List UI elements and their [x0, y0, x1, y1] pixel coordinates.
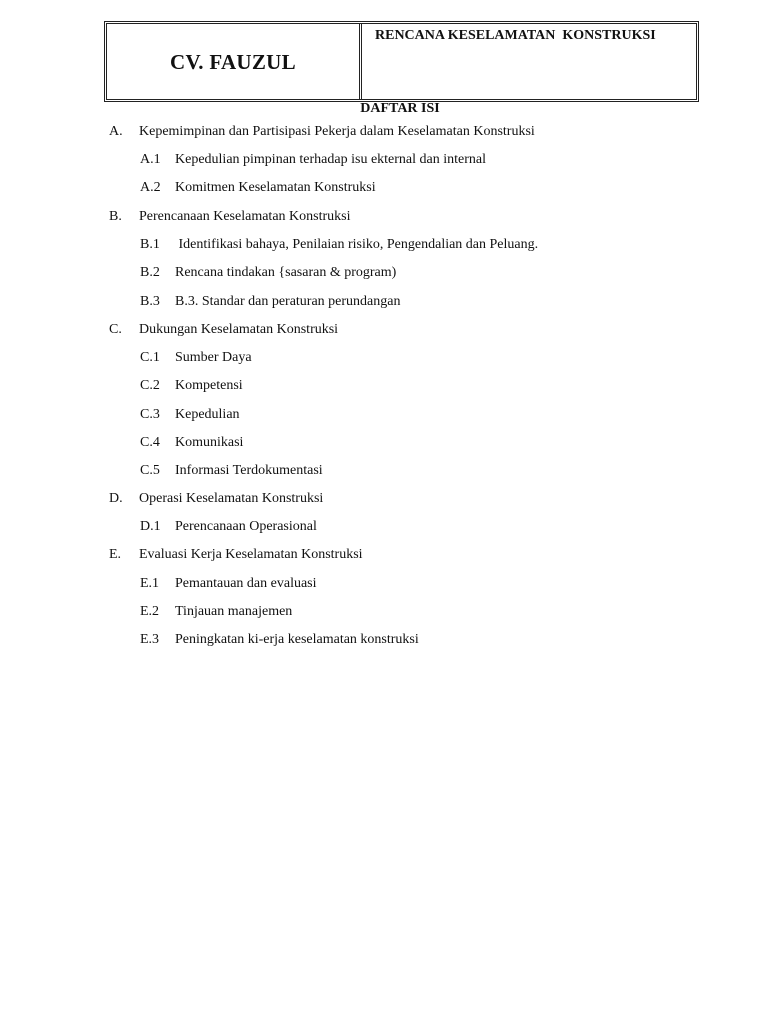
toc-section-letter: A. [109, 124, 123, 139]
toc-section-label: Dukungan Keselamatan Konstruksi [139, 322, 339, 337]
toc-item-number: A.2 [140, 180, 161, 195]
document-title: RENCANA KESELAMATAN KONSTRUKSI [375, 28, 656, 43]
toc-item-label: Peningkatan ki-erja keselamatan konstruksi [175, 632, 419, 647]
toc-item-label: Rencana tindakan {sasaran & program) [175, 265, 397, 280]
toc-item-label: Identifikasi bahaya, Penilaian risiko, Pengendalian dan Peluang. [175, 237, 539, 252]
toc-section-letter: D. [109, 491, 123, 506]
toc-item-number: C.5 [140, 463, 160, 478]
toc-item-label: Tinjauan manajemen [175, 604, 293, 619]
toc-section-letter: C. [109, 322, 122, 337]
toc-item-label: B.3. Standar dan peraturan perundangan [175, 294, 401, 309]
toc-section-label: Kepemimpinan dan Partisipasi Pekerja dalam Keselamatan Konstruksi [139, 124, 535, 139]
toc-item-label: Sumber Daya [175, 350, 252, 365]
title-cell [362, 24, 696, 99]
toc-item-number: E.2 [140, 604, 160, 619]
toc-section-letter: B. [109, 209, 122, 224]
company-name: CV. FAUZUL [170, 50, 296, 74]
toc-item-label: Kepedulian [175, 407, 240, 422]
toc-item-label: Perencanaan Operasional [175, 519, 317, 534]
toc-item-number: B.3 [140, 294, 160, 309]
toc-item-label: Kepedulian pimpinan terhadap isu ekternal dan internal [175, 152, 487, 167]
toc-section-label: Perencanaan Keselamatan Konstruksi [139, 209, 351, 224]
toc-item-number: E.1 [140, 576, 160, 591]
toc-item-label: Pemantauan dan evaluasi [175, 576, 317, 591]
toc-item-number: C.1 [140, 350, 160, 365]
toc-section-label: Operasi Keselamatan Konstruksi [139, 491, 324, 506]
toc-item-label: Komitmen Keselamatan Konstruksi [175, 180, 376, 195]
toc-item-number: B.1 [140, 237, 160, 252]
toc-item-label: Kompetensi [175, 378, 243, 393]
toc-item-number: C.3 [140, 407, 160, 422]
toc-section-letter: E. [109, 547, 122, 562]
toc-item-number: E.3 [140, 632, 160, 647]
toc-item-label: Informasi Terdokumentasi [175, 463, 323, 478]
toc-item-number: D.1 [140, 519, 161, 534]
toc-item-number: C.2 [140, 378, 160, 393]
toc-section-label: Evaluasi Kerja Keselamatan Konstruksi [139, 547, 363, 562]
toc-title: DAFTAR ISI [360, 101, 440, 116]
document-header [104, 21, 699, 102]
company-cell [107, 24, 362, 99]
toc-item-number: B.2 [140, 265, 160, 280]
toc-item-label: Komunikasi [175, 435, 244, 450]
toc-item-number: C.4 [140, 435, 160, 450]
toc-item-number: A.1 [140, 152, 161, 167]
